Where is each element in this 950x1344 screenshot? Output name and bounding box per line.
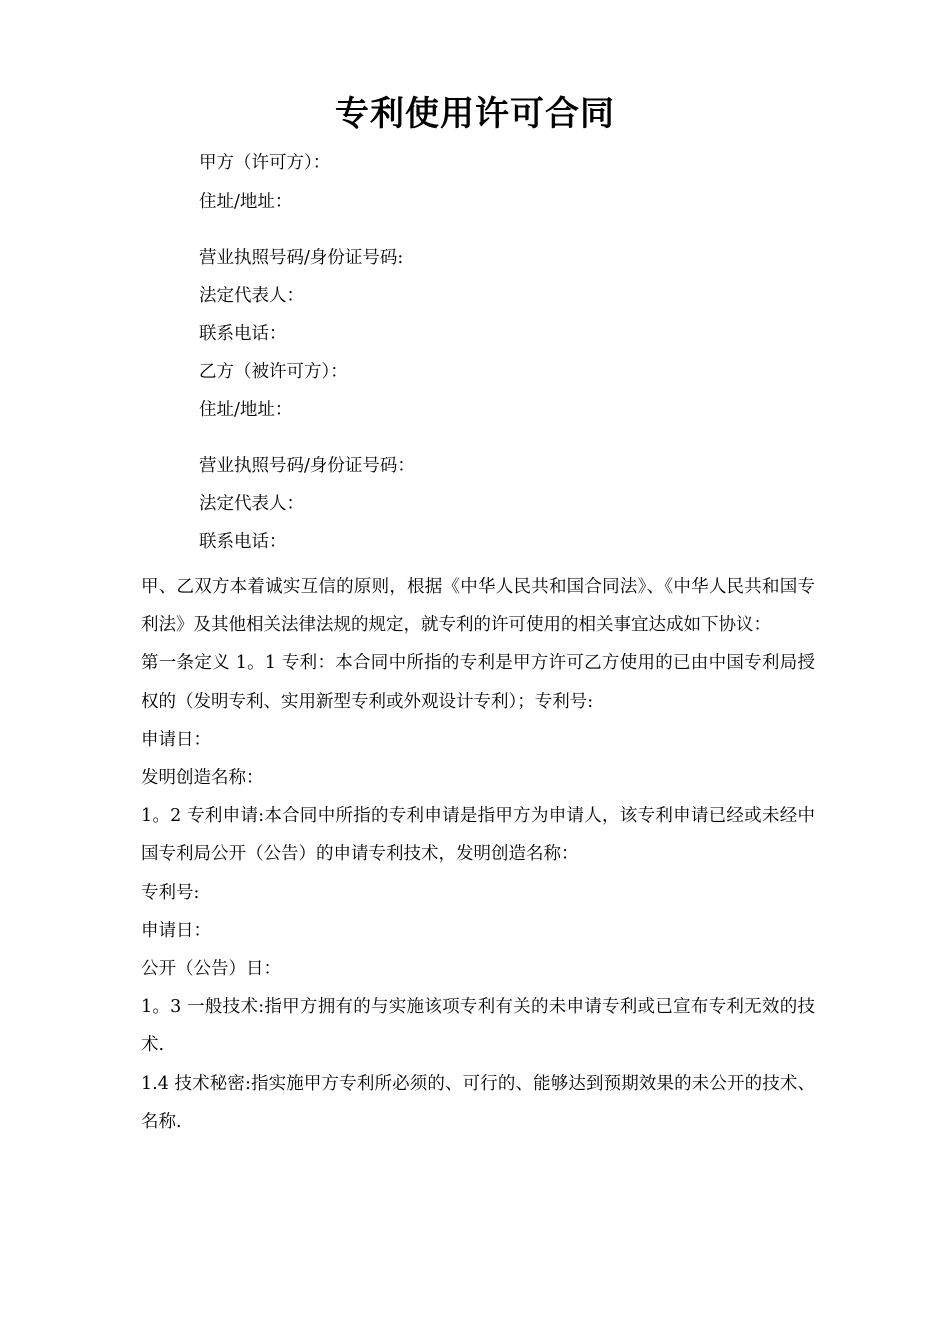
preamble-paragraph: 甲、乙双方本着诚实互信的原则，根据《中华人民共和国合同法》、《中华人民共和国专利法》及其他相关法律法规的规定，就专利的许可使用的相关事宜达成如下协议：	[141, 577, 815, 636]
clause-1-4: 1.4 技术秘密:指实施甲方专利所必须的、可行的、能够达到预期效果的未公开的技术、名称.	[141, 1073, 815, 1132]
clause-1-2: 1。2 专利申请:本合同中所指的专利申请是指甲方为申请人，该专利申请已经或未经中国专利局公开（公告）的申请专利技术，发明创造名称：	[141, 806, 815, 865]
patent-number-line: 专利号:	[141, 882, 200, 903]
party-a-legal-rep: 法定代表人：	[199, 286, 304, 306]
clause-1-1: 第一条定义 1。1 专利：本合同中所指的专利是甲方许可乙方使用的已由中国专利局授权的（发明专利、实用新型专利或外观设计专利）；专利号:	[141, 653, 815, 712]
party-b-address: 住址/地址：	[199, 400, 293, 420]
party-a-license-id: 营业执照号码/身份证号码:	[199, 248, 404, 268]
party-a-phone: 联系电话：	[199, 324, 287, 344]
publication-date-line: 公开（公告）日：	[141, 959, 281, 980]
application-date-line-2: 申请日：	[141, 920, 211, 941]
party-b-heading: 乙方（被许可方）：	[199, 362, 348, 382]
document-title: 专利使用许可合同	[335, 94, 615, 134]
clause-1-3: 1。3 一般技术:指甲方拥有的与实施该项专利有关的未申请专利或已宣布专利无效的技术.	[141, 997, 815, 1056]
application-date-line: 申请日：	[141, 729, 211, 750]
party-a-address: 住址/地址：	[199, 192, 293, 212]
party-b-legal-rep: 法定代表人：	[199, 494, 304, 514]
contract-body	[141, 568, 815, 1141]
party-b-license-id: 营业执照号码/身份证号码：	[199, 456, 415, 476]
party-a-heading: 甲方（许可方）：	[199, 153, 331, 173]
party-b-phone: 联系电话：	[199, 532, 287, 552]
invention-name-line: 发明创造名称：	[141, 768, 264, 789]
